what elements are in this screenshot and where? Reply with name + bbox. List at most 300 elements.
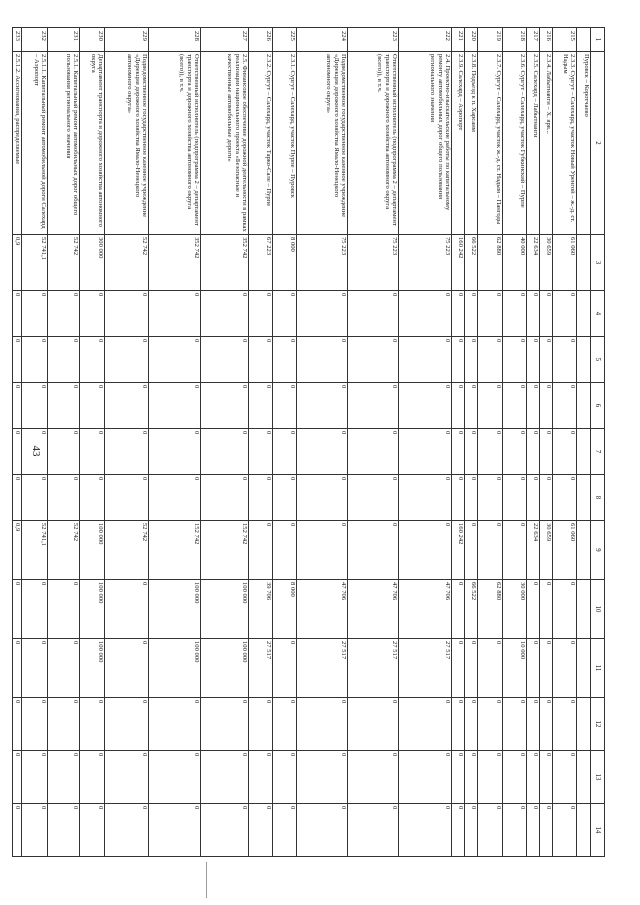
value-cell: 0 xyxy=(478,337,503,383)
value-cell: 0 xyxy=(48,429,80,475)
row-number-cell: 232 xyxy=(22,28,48,52)
description-cell: 2.3.9. Салехард – Аэропорт xyxy=(452,52,465,235)
value-cell: 0 xyxy=(348,429,399,475)
value-cell: 0 xyxy=(48,698,80,751)
value-cell: 0 xyxy=(348,804,399,857)
value-cell: 0 xyxy=(465,639,478,698)
value-cell: 47 706 xyxy=(348,580,399,639)
value-cell: 0 xyxy=(48,751,80,804)
value-cell: 0 xyxy=(105,337,149,383)
value-cell: 47 706 xyxy=(297,580,348,639)
value-cell xyxy=(577,639,591,698)
value-cell: 160 242 xyxy=(452,521,465,580)
value-cell: 0 xyxy=(527,337,540,383)
value-cell: 0 xyxy=(540,337,553,383)
value-cell: 0 xyxy=(273,337,297,383)
value-cell: 0 xyxy=(80,383,105,429)
value-cell: 0 xyxy=(105,698,149,751)
value-cell: 0 xyxy=(527,383,540,429)
value-cell: 0 xyxy=(465,475,478,521)
value-cell: 0 xyxy=(201,429,249,475)
value-cell: 52 742 xyxy=(105,235,149,291)
value-cell: 0 xyxy=(527,751,540,804)
table-row xyxy=(80,28,105,857)
description-cell: 2.3.6. Сургут – Салехард, участок Губкинский – Пурпе xyxy=(503,52,527,235)
description-cell: Ответственный исполнитель (подпрограмма 2 – департамент транспорта и дорожного хозяйства автономного округа (всего)), в т.ч. xyxy=(348,52,399,235)
value-cell: 0 xyxy=(452,698,465,751)
value-cell: 0 xyxy=(22,580,48,639)
value-cell: 0 xyxy=(527,698,540,751)
value-cell: 0 xyxy=(149,751,201,804)
value-cell: 0 xyxy=(201,291,249,337)
table-row xyxy=(13,28,22,857)
value-cell: 0 xyxy=(478,475,503,521)
value-cell: 0 xyxy=(201,751,249,804)
value-cell: 0 xyxy=(201,475,249,521)
row-number-cell: 221 xyxy=(452,28,465,52)
description-cell: Подведомственное государственное казенное учреждение «Дирекция дорожного хозяйства Ямало-Ненецкого автономного округа» xyxy=(105,52,149,235)
table-row xyxy=(527,28,540,857)
column-header: 13 xyxy=(591,751,605,804)
description-cell: Подведомственное государственное казенное учреждение «Дирекция дорожного хозяйства Ямало-Ненецкого автономного округа» xyxy=(297,52,348,235)
table-header-row xyxy=(591,28,605,857)
column-header: 3 xyxy=(591,235,605,291)
value-cell: 0 xyxy=(465,429,478,475)
row-number-cell: 229 xyxy=(105,28,149,52)
row-number-cell: 216 xyxy=(540,28,553,52)
value-cell: 0 xyxy=(540,429,553,475)
row-number-cell: 220 xyxy=(465,28,478,52)
value-cell: 0 xyxy=(348,698,399,751)
value-cell: 0 xyxy=(553,804,577,857)
value-cell: 300 000 xyxy=(80,235,105,291)
value-cell: 8 000 xyxy=(273,235,297,291)
value-cell: 52 742 xyxy=(48,235,80,291)
value-cell: 0 xyxy=(249,291,273,337)
column-header: 6 xyxy=(591,383,605,429)
value-cell: 0 xyxy=(297,383,348,429)
value-cell: 0 xyxy=(297,429,348,475)
value-cell: 160 242 xyxy=(452,235,465,291)
value-cell: 0 xyxy=(527,291,540,337)
description-cell: 2.3.1. Сургут – Салехард, участок Пурпе – Пуровск xyxy=(273,52,297,235)
value-cell xyxy=(577,429,591,475)
value-cell: 0 xyxy=(452,291,465,337)
value-cell: 0 xyxy=(249,521,273,580)
value-cell: 0 xyxy=(201,337,249,383)
value-cell: 0 xyxy=(80,475,105,521)
value-cell: 0 xyxy=(452,337,465,383)
value-cell: 0 xyxy=(48,383,80,429)
value-cell: 0 xyxy=(399,337,452,383)
value-cell: 0 xyxy=(399,521,452,580)
value-cell: 0 xyxy=(527,475,540,521)
column-header: 2 xyxy=(591,52,605,235)
value-cell xyxy=(577,291,591,337)
value-cell: 100 000 xyxy=(80,580,105,639)
value-cell: 0 xyxy=(478,291,503,337)
value-cell: 0 xyxy=(452,580,465,639)
value-cell: 0 xyxy=(348,475,399,521)
value-cell: 0 xyxy=(80,429,105,475)
value-cell: 0 xyxy=(13,804,22,857)
value-cell: 0 xyxy=(22,475,48,521)
value-cell: 0 xyxy=(478,751,503,804)
value-cell: 0 xyxy=(503,698,527,751)
value-cell: 0 xyxy=(22,804,48,857)
value-cell: 0 xyxy=(540,580,553,639)
value-cell: 0 xyxy=(13,639,22,698)
table-row xyxy=(273,28,297,857)
value-cell: 52 741,1 xyxy=(22,521,48,580)
value-cell: 52 742 xyxy=(105,521,149,580)
table-row xyxy=(465,28,478,857)
value-cell: 0 xyxy=(527,429,540,475)
value-cell: 0 xyxy=(249,429,273,475)
value-cell: 0 xyxy=(201,698,249,751)
column-header: 5 xyxy=(591,337,605,383)
value-cell xyxy=(577,521,591,580)
value-cell: 0 xyxy=(553,751,577,804)
value-cell: 47 706 xyxy=(399,580,452,639)
value-cell: 0 xyxy=(399,291,452,337)
value-cell: 8 000 xyxy=(273,580,297,639)
row-number-cell: 219 xyxy=(478,28,503,52)
column-header: 11 xyxy=(591,639,605,698)
table-row xyxy=(297,28,348,857)
column-header: 14 xyxy=(591,804,605,857)
value-cell: 0 xyxy=(503,804,527,857)
row-number-cell xyxy=(577,28,591,52)
table-row xyxy=(503,28,527,857)
value-cell: 0 xyxy=(149,337,201,383)
budget-table xyxy=(12,27,605,857)
value-cell: 0 xyxy=(399,475,452,521)
value-cell: 40 000 xyxy=(503,235,527,291)
value-cell: 0 xyxy=(540,639,553,698)
value-cell: 61 060 xyxy=(553,235,577,291)
value-cell: 100 000 xyxy=(149,639,201,698)
value-cell: 0 xyxy=(13,429,22,475)
value-cell: 0 xyxy=(465,337,478,383)
value-cell: 0 xyxy=(273,383,297,429)
column-header: 10 xyxy=(591,580,605,639)
value-cell: 0 xyxy=(249,751,273,804)
value-cell: 0 xyxy=(13,698,22,751)
value-cell: 0 xyxy=(540,291,553,337)
value-cell xyxy=(577,580,591,639)
table-row xyxy=(540,28,553,857)
value-cell: 52 742 xyxy=(48,521,80,580)
value-cell: 0 xyxy=(478,639,503,698)
value-cell: 52 741,1 xyxy=(22,235,48,291)
value-cell: 0 xyxy=(22,639,48,698)
value-cell: 0 xyxy=(105,475,149,521)
value-cell: 0 xyxy=(273,698,297,751)
value-cell: 0 xyxy=(540,698,553,751)
row-number-cell: 231 xyxy=(48,28,80,52)
value-cell: 352 742 xyxy=(201,235,249,291)
value-cell: 152 742 xyxy=(149,521,201,580)
value-cell: 0 xyxy=(273,521,297,580)
description-cell: 2.5.1.2. Ассигнования, распределяемые xyxy=(13,52,22,235)
value-cell: 0 xyxy=(80,751,105,804)
row-number-cell: 223 xyxy=(348,28,399,52)
table-row xyxy=(201,28,249,857)
value-cell: 0 xyxy=(48,475,80,521)
value-cell: 0 xyxy=(399,751,452,804)
row-number-cell: 233 xyxy=(13,28,22,52)
value-cell: 100 000 xyxy=(80,639,105,698)
value-cell: 0 xyxy=(105,751,149,804)
value-cell: 0 xyxy=(149,475,201,521)
column-header: 8 xyxy=(591,475,605,521)
value-cell xyxy=(577,235,591,291)
row-number-cell: 230 xyxy=(80,28,105,52)
value-cell: 75 223 xyxy=(297,235,348,291)
value-cell: 0 xyxy=(273,751,297,804)
value-cell: 0 xyxy=(273,639,297,698)
value-cell: 0 xyxy=(297,337,348,383)
value-cell: 0 xyxy=(273,429,297,475)
table-row xyxy=(553,28,577,857)
value-cell: 0 xyxy=(297,698,348,751)
value-cell: 39 706 xyxy=(249,580,273,639)
value-cell: 152 742 xyxy=(201,521,249,580)
description-cell: Ответственный исполнитель (подпрограмма 2 – департамент транспорта и дорожного хозяйства автономного округа (всего)), в т.ч. xyxy=(149,52,201,235)
value-cell: 0 xyxy=(465,291,478,337)
value-cell: 0 xyxy=(13,383,22,429)
value-cell: 0 xyxy=(348,337,399,383)
value-cell: 0 xyxy=(478,698,503,751)
value-cell: 352 742 xyxy=(149,235,201,291)
row-number-cell: 226 xyxy=(249,28,273,52)
value-cell: 0 xyxy=(553,639,577,698)
value-cell: 0 xyxy=(399,698,452,751)
value-cell: 0 xyxy=(540,383,553,429)
value-cell: 0 xyxy=(48,291,80,337)
value-cell xyxy=(577,751,591,804)
value-cell: 0 xyxy=(348,383,399,429)
value-cell xyxy=(577,383,591,429)
value-cell: 0 xyxy=(201,383,249,429)
value-cell: 0 xyxy=(503,521,527,580)
value-cell: 0 xyxy=(297,521,348,580)
value-cell: 0 xyxy=(273,291,297,337)
table-row xyxy=(478,28,503,857)
value-cell: 0 xyxy=(553,337,577,383)
table-row xyxy=(149,28,201,857)
value-cell: 0 xyxy=(465,751,478,804)
description-cell: 2.3.4. Лабытнанги – Х. ярв... xyxy=(540,52,553,235)
value-cell: 0 xyxy=(80,698,105,751)
value-cell: 27 517 xyxy=(297,639,348,698)
value-cell: 62 880 xyxy=(478,235,503,291)
description-cell: Департамент транспорта и дорожного хозяйства автономного округа xyxy=(80,52,105,235)
value-cell: 100 000 xyxy=(149,580,201,639)
row-number-cell: 228 xyxy=(149,28,201,52)
row-number-cell: 222 xyxy=(399,28,452,52)
value-cell: 0 xyxy=(452,475,465,521)
value-cell: 0 xyxy=(105,383,149,429)
value-cell: 0 xyxy=(478,383,503,429)
value-cell: 0 xyxy=(527,580,540,639)
value-cell: 0 xyxy=(105,291,149,337)
value-cell: 0 xyxy=(527,804,540,857)
value-cell: 0 xyxy=(297,475,348,521)
value-cell: 30 659 xyxy=(540,521,553,580)
value-cell: 0 xyxy=(105,639,149,698)
value-cell: 0 xyxy=(503,751,527,804)
value-cell: 0 xyxy=(348,751,399,804)
value-cell: 0 xyxy=(149,383,201,429)
value-cell: 0 xyxy=(48,337,80,383)
column-header: 12 xyxy=(591,698,605,751)
value-cell xyxy=(577,698,591,751)
value-cell: 0 xyxy=(48,639,80,698)
description-cell: 2.3.8. Подъезд к п. Харсаим xyxy=(465,52,478,235)
value-cell xyxy=(577,337,591,383)
value-cell: 27 517 xyxy=(399,639,452,698)
value-cell: 0 xyxy=(273,804,297,857)
value-cell: 0 xyxy=(273,475,297,521)
value-cell: 0 xyxy=(48,580,80,639)
value-cell: 0 xyxy=(297,291,348,337)
value-cell: 0 xyxy=(478,429,503,475)
value-cell: 0 xyxy=(13,751,22,804)
value-cell: 62 880 xyxy=(478,580,503,639)
row-number-cell: 225 xyxy=(273,28,297,52)
table-row xyxy=(348,28,399,857)
value-cell: 0 xyxy=(149,291,201,337)
value-cell: 0 xyxy=(478,521,503,580)
value-cell: 0 xyxy=(13,291,22,337)
value-cell: 0 xyxy=(465,521,478,580)
value-cell: 0,9 xyxy=(13,235,22,291)
description-cell: 2.5.1. Капитальный ремонт автомобильных дорог общего пользования регионального значения xyxy=(48,52,80,235)
value-cell: 0 xyxy=(22,429,48,475)
value-cell: 0 xyxy=(503,337,527,383)
value-cell: 100 000 xyxy=(201,580,249,639)
value-cell: 0 xyxy=(399,429,452,475)
row-number-cell: 227 xyxy=(201,28,249,52)
column-header: 4 xyxy=(591,291,605,337)
value-cell: 0 xyxy=(249,698,273,751)
description-cell: 2.5.1.1. Капитальный ремонт автомобильной дороги Салехард – Аэропорт xyxy=(22,52,48,235)
value-cell: 0 xyxy=(452,804,465,857)
value-cell: 100 000 xyxy=(201,639,249,698)
value-cell: 0 xyxy=(540,475,553,521)
value-cell xyxy=(577,475,591,521)
description-cell: 2.5. Финансовое обеспечение дорожной деятельности в рамках реализации национального проекта «Безопасные и качественные автомобильные дороги» xyxy=(201,52,249,235)
value-cell: 0 xyxy=(149,698,201,751)
description-cell: 2.3.2. Сургут – Салехард, участок Тарко-Сале – Пурпе xyxy=(249,52,273,235)
value-cell: 27 517 xyxy=(249,639,273,698)
row-number-cell: 224 xyxy=(297,28,348,52)
column-header: 9 xyxy=(591,521,605,580)
value-cell: 0 xyxy=(22,698,48,751)
value-cell: 0 xyxy=(201,804,249,857)
value-cell: 0,9 xyxy=(13,521,22,580)
value-cell: 30 659 xyxy=(540,235,553,291)
row-number-cell: 217 xyxy=(527,28,540,52)
value-cell: 0 xyxy=(465,698,478,751)
description-cell: 2.3.5. Салехард – Лабытнанги xyxy=(527,52,540,235)
value-cell: 0 xyxy=(80,291,105,337)
description-cell: Пуровск – Коротчаево xyxy=(577,52,591,235)
value-cell: 0 xyxy=(297,751,348,804)
value-cell: 0 xyxy=(48,804,80,857)
value-cell: 0 xyxy=(13,580,22,639)
value-cell: 0 xyxy=(348,291,399,337)
value-cell: 0 xyxy=(80,804,105,857)
description-cell: 2.4. Проектно-изыскательские работы по капитальному ремонту автомобильных дорог общего пользования регионального значения xyxy=(399,52,452,235)
value-cell: 75 223 xyxy=(399,235,452,291)
value-cell: 30 000 xyxy=(503,580,527,639)
value-cell: 0 xyxy=(553,698,577,751)
value-cell: 0 xyxy=(503,429,527,475)
value-cell: 22 634 xyxy=(527,235,540,291)
value-cell: 0 xyxy=(452,751,465,804)
table-row xyxy=(48,28,80,857)
table-row xyxy=(105,28,149,857)
value-cell: 0 xyxy=(249,804,273,857)
value-cell: 0 xyxy=(22,291,48,337)
value-cell: 10 000 xyxy=(503,639,527,698)
value-cell: 75 223 xyxy=(348,235,399,291)
value-cell: 0 xyxy=(149,804,201,857)
row-number-cell: 215 xyxy=(553,28,577,52)
column-header: 7 xyxy=(591,429,605,475)
value-cell: 0 xyxy=(297,804,348,857)
value-cell: 61 060 xyxy=(553,521,577,580)
value-cell: 0 xyxy=(553,291,577,337)
table-row xyxy=(577,28,591,857)
table-row xyxy=(249,28,273,857)
value-cell: 27 517 xyxy=(348,639,399,698)
column-header: 1 xyxy=(591,28,605,52)
value-cell: 0 xyxy=(452,639,465,698)
value-cell: 66 522 xyxy=(465,580,478,639)
value-cell: 0 xyxy=(149,429,201,475)
value-cell: 0 xyxy=(105,429,149,475)
value-cell: 0 xyxy=(399,804,452,857)
table-row xyxy=(452,28,465,857)
value-cell: 0 xyxy=(13,475,22,521)
value-cell: 0 xyxy=(22,383,48,429)
description-cell: 2.3.3. Сургут – Салехард, участок Новый Уренгой – ж.-д. ст. Надым xyxy=(553,52,577,235)
value-cell: 0 xyxy=(478,804,503,857)
table-row xyxy=(399,28,452,857)
value-cell: 0 xyxy=(503,475,527,521)
value-cell: 67 223 xyxy=(249,235,273,291)
value-cell: 0 xyxy=(399,383,452,429)
value-cell: 100 000 xyxy=(80,521,105,580)
value-cell: 0 xyxy=(527,639,540,698)
table-row xyxy=(22,28,48,857)
value-cell: 0 xyxy=(22,337,48,383)
value-cell: 0 xyxy=(540,751,553,804)
row-number-cell: 218 xyxy=(503,28,527,52)
value-cell: 0 xyxy=(465,804,478,857)
description-cell: 2.3.7. Сургут – Салехард, участок ж.-д. ст. Надым – Пангоды xyxy=(478,52,503,235)
margin-line xyxy=(206,862,207,898)
value-cell: 0 xyxy=(503,383,527,429)
value-cell: 0 xyxy=(105,804,149,857)
value-cell: 0 xyxy=(452,429,465,475)
value-cell: 0 xyxy=(553,429,577,475)
value-cell: 0 xyxy=(540,804,553,857)
